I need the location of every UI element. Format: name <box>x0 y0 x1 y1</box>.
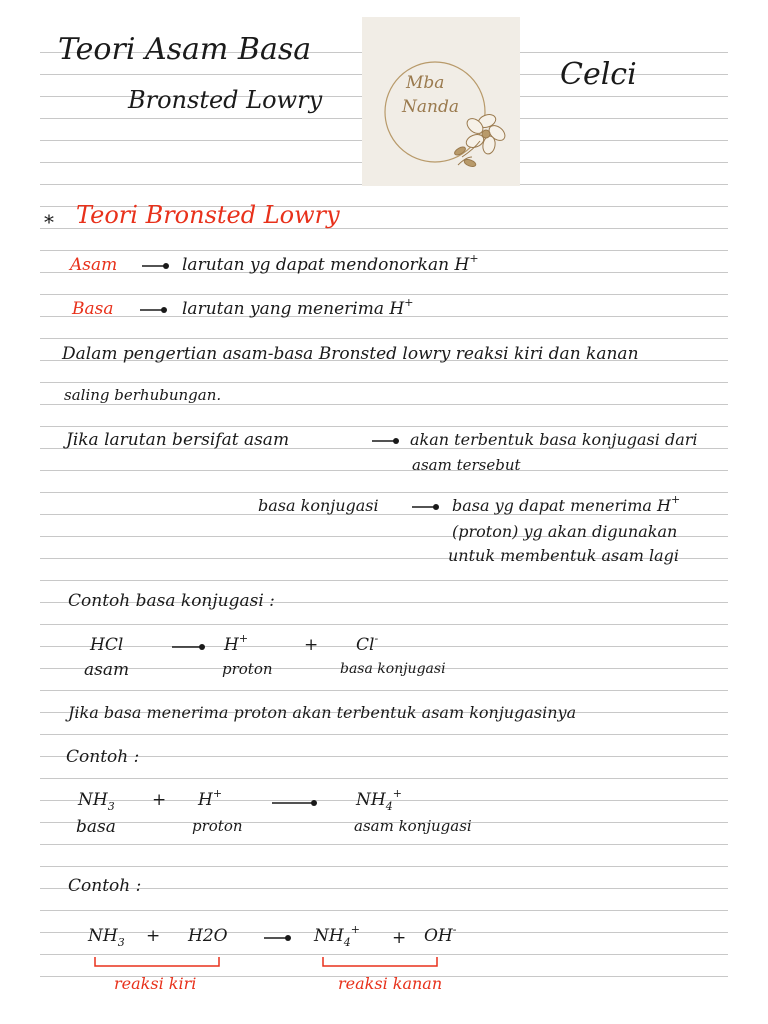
rule2-line-3: untuk membentuk asam lagi <box>448 546 680 565</box>
ruled-line <box>40 470 728 471</box>
rule2-line-2: (proton) yg akan digunakan <box>452 522 678 541</box>
example3-heading: Contoh : <box>68 876 142 896</box>
right-brace-icon <box>320 954 440 972</box>
example3-plus-1: + <box>146 926 161 946</box>
section-heading: Teori Bronsted Lowry <box>76 201 340 229</box>
ruled-line <box>40 492 728 493</box>
example1-label-product-1: proton <box>222 660 273 678</box>
example2-label-product: asam konjugasi <box>354 817 472 835</box>
ruled-line <box>40 646 728 647</box>
arrow-icon <box>370 435 402 447</box>
paragraph-line-1: Dalam pengertian asam-basa Bronsted lowry reaksi kiri dan kanan <box>62 344 639 364</box>
ruled-line <box>40 888 728 889</box>
example1-product-2: Cl- <box>356 632 379 655</box>
rule1-result-line-2: asam tersebut <box>412 456 521 474</box>
ruled-line <box>40 294 728 295</box>
ruled-line <box>40 382 728 383</box>
example3-product-2: OH- <box>424 923 457 946</box>
definition-text-asam: larutan yg dapat mendonorkan H+ <box>182 252 479 275</box>
arrow-icon <box>270 797 320 809</box>
ruled-line <box>40 778 728 779</box>
example3-label-left: reaksi kiri <box>114 974 197 993</box>
definition-term-basa: Basa <box>72 299 114 319</box>
ruled-line <box>40 426 728 427</box>
ruled-line <box>40 932 728 933</box>
definition-term-asam: Asam <box>70 255 118 275</box>
title-line-1: Teori Asam Basa <box>58 32 312 67</box>
arrow-icon <box>138 304 170 316</box>
example2-reactant-2: H+ <box>198 787 223 810</box>
example3-label-right: reaksi kanan <box>338 974 443 993</box>
rule1-result-line-1: akan terbentuk basa konjugasi dari <box>410 430 698 449</box>
ruled-line <box>40 404 728 405</box>
arrow-icon <box>170 641 208 653</box>
rule3-text: Jika basa menerima proton akan terbentuk asam konjugasinya <box>68 703 577 722</box>
ruled-line <box>40 580 728 581</box>
example2-reactant-1: NH3 <box>78 790 115 813</box>
example3-reactant-2: H2O <box>188 926 228 946</box>
ruled-line <box>40 250 728 251</box>
example2-heading: Contoh : <box>66 747 140 767</box>
logo-card <box>362 17 520 186</box>
example1-plus: + <box>304 635 319 655</box>
definition-text-basa: larutan yang menerima H+ <box>182 296 414 319</box>
title-line-2: Bronsted Lowry <box>128 86 323 114</box>
ruled-line <box>40 844 728 845</box>
example2-product: NH4+ <box>356 787 402 813</box>
example2-label-reactant-1: basa <box>76 817 116 837</box>
arrow-icon <box>140 260 172 272</box>
paragraph-line-2: saling berhubungan. <box>64 386 222 404</box>
example1-heading: Contoh basa konjugasi : <box>68 591 275 611</box>
ruled-line <box>40 866 728 867</box>
section-bullet: * <box>44 210 54 234</box>
arrow-icon <box>410 501 442 513</box>
ruled-line <box>40 756 728 757</box>
example1-product-1: H+ <box>224 632 249 655</box>
example3-reactant-1: NH3 <box>88 926 125 949</box>
example1-label-reactant: asam <box>84 660 130 680</box>
ruled-line <box>40 338 728 339</box>
example3-plus-2: + <box>392 928 407 948</box>
example1-reactant: HCl <box>90 635 124 655</box>
ruled-line <box>40 910 728 911</box>
ruled-line <box>40 734 728 735</box>
ruled-line <box>40 690 728 691</box>
ruled-line <box>40 624 728 625</box>
example2-label-reactant-2: proton <box>192 817 243 835</box>
author-name: Celci <box>560 57 637 92</box>
rule1-condition: Jika larutan bersifat asam <box>66 430 290 450</box>
rule2-line-1: basa yg dapat menerima H+ <box>452 493 681 515</box>
example1-label-product-2: basa konjugasi <box>340 661 446 677</box>
example2-plus: + <box>152 790 167 810</box>
left-brace-icon <box>92 954 222 972</box>
example3-product-1: NH4+ <box>314 923 360 949</box>
arrow-icon <box>262 932 294 944</box>
logo-text-line-1: Mba <box>406 73 445 93</box>
rule2-term: basa konjugasi <box>258 496 379 515</box>
logo-text-line-2: Nanda <box>402 97 459 117</box>
